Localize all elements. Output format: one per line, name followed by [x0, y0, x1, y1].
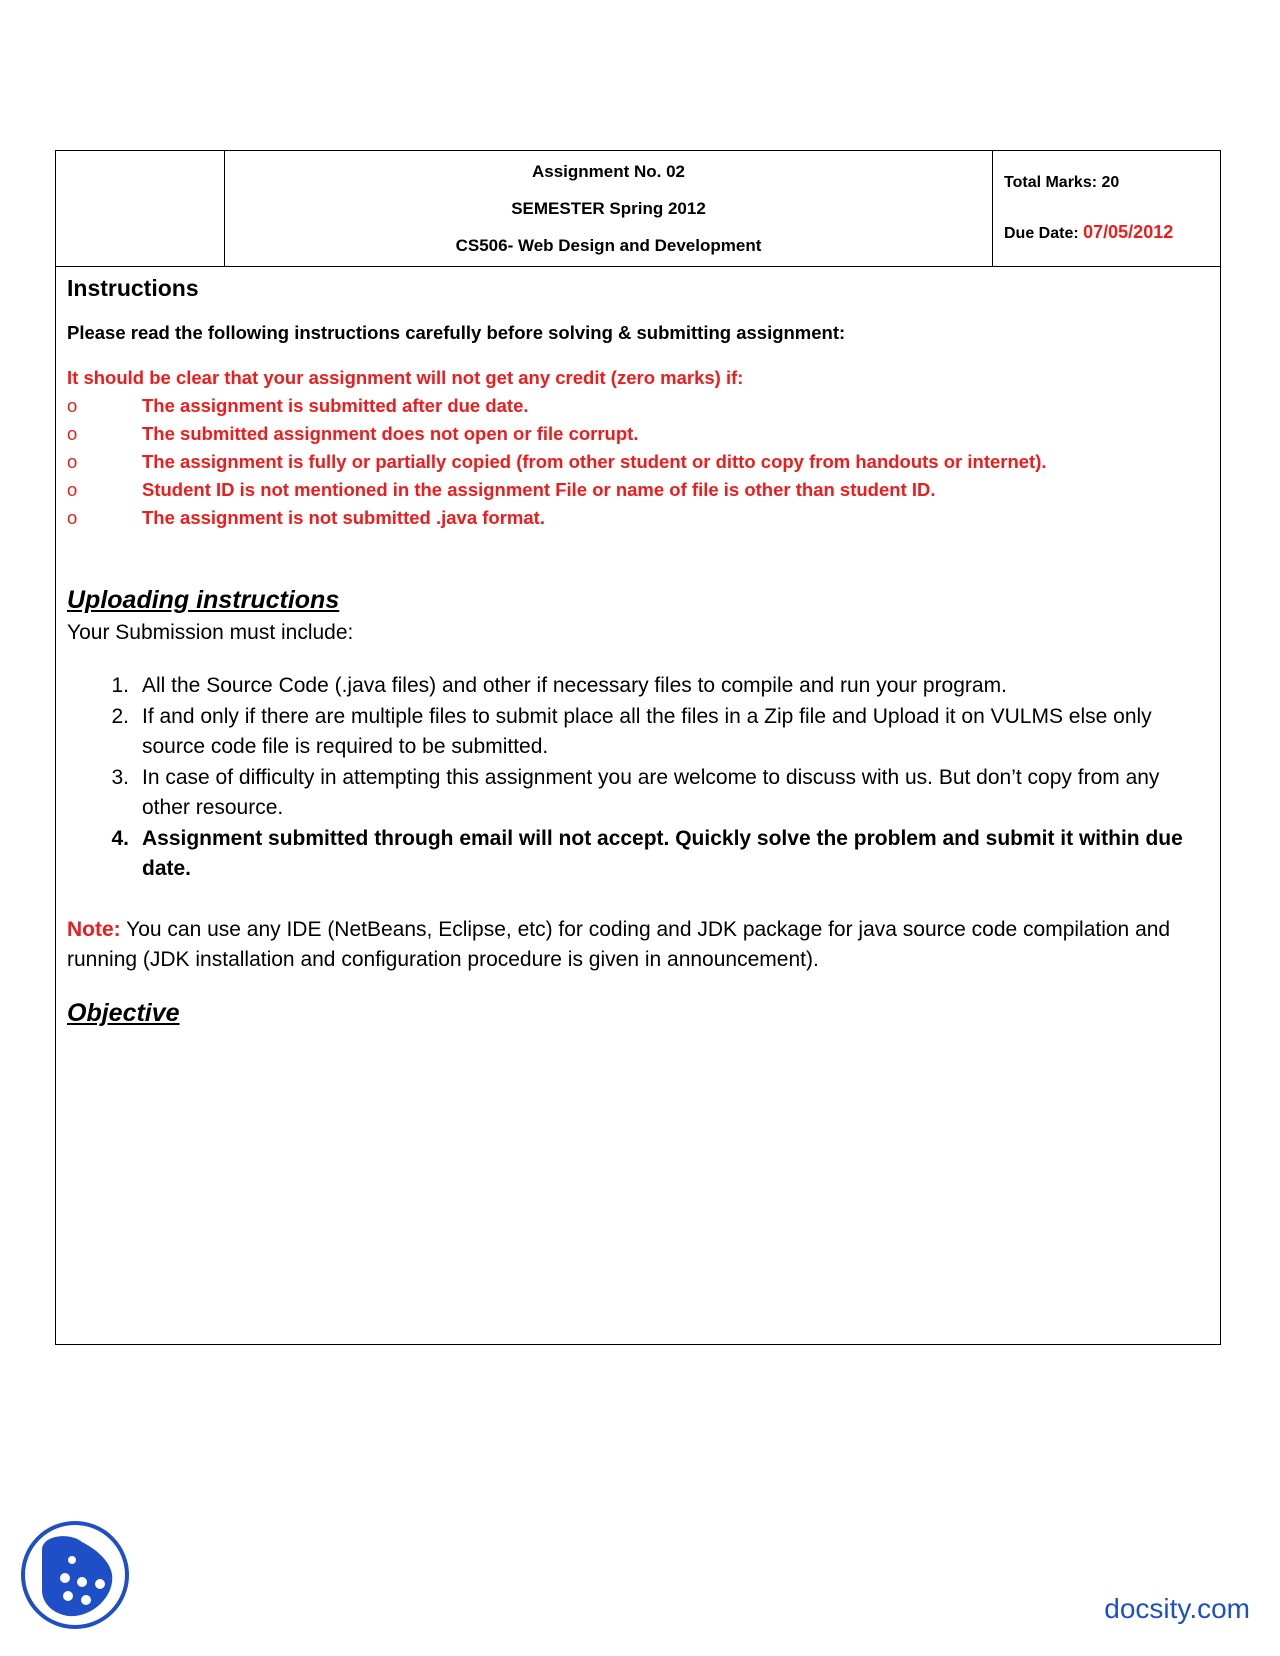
- bullet-icon: o: [67, 479, 78, 500]
- list-item: 4. Assignment submitted through email will not accept. Quickly solve the problem and submit it within due date.: [111, 826, 1183, 880]
- warning-list: [67, 392, 1209, 532]
- list-item: 3. In case of difficulty in attempting this assignment you are welcome to discuss with us. But don’t copy from any other resource.: [111, 765, 1160, 819]
- uploading-steps: [67, 671, 1209, 885]
- instructions-title: Instructions: [67, 275, 199, 301]
- list-item: o The assignment is submitted after due date.: [67, 392, 1209, 420]
- bullet-icon: o: [67, 451, 78, 472]
- list-item: 1. All the Source Code (.java files) and other if necessary files to compile and run your program.: [111, 674, 1007, 697]
- note-text: You can use any IDE (NetBeans, Eclipse, etc) for coding and JDK package for java source code compilation and running (JDK installation and configuration procedure is given in announcement).: [67, 917, 1171, 971]
- bullet-icon: o: [67, 507, 78, 528]
- list-item: 2. If and only if there are multiple files to submit place all the files in a Zip file and Upload it on VULMS else only source code file is required to be submitted.: [111, 704, 1152, 758]
- bullet-icon: o: [67, 395, 78, 416]
- document-body: [56, 267, 1220, 1028]
- course-title: CS506- Web Design and Development: [455, 235, 762, 255]
- note-paragraph: [67, 915, 1209, 975]
- header-marks-cell: [993, 151, 1220, 266]
- objective-title: Objective: [67, 998, 180, 1027]
- header-logo-cell: [56, 151, 225, 266]
- docsity-brand[interactable]: docsity.com: [1104, 1593, 1250, 1624]
- due-date-label: Due Date:: [1004, 225, 1079, 242]
- due-date-value: 07/05/2012: [1083, 222, 1174, 242]
- total-marks: Total Marks: 20: [1004, 174, 1120, 191]
- header-title-cell: [225, 151, 993, 266]
- list-item: o Student ID is not mentioned in the assignment File or name of file is other than student ID.: [67, 476, 1209, 504]
- bullet-icon: o: [67, 423, 78, 444]
- semester: SEMESTER Spring 2012: [511, 198, 706, 218]
- warning-block: [67, 364, 1209, 532]
- instructions-lead: Please read the following instructions carefully before solving & submitting assignment:: [67, 322, 846, 343]
- header-table: [56, 151, 1220, 267]
- assignment-number: Assignment No. 02: [531, 161, 686, 181]
- note-label: Note:: [67, 917, 121, 941]
- list-item: o The assignment is fully or partially copied (from other student or ditto copy from handouts or internet).: [67, 448, 1209, 476]
- docsity-logo-icon: [20, 1520, 130, 1630]
- due-date: [1004, 222, 1220, 243]
- warning-text: It should be clear that your assignment will not get any credit (zero marks) if:: [67, 367, 744, 388]
- assignment-document: [55, 150, 1221, 1345]
- list-item: o The assignment is not submitted .java format.: [67, 504, 1209, 532]
- uploading-title: Uploading instructions: [67, 586, 340, 614]
- list-item: o The submitted assignment does not open or file corrupt.: [67, 420, 1209, 448]
- uploading-intro: Your Submission must include:: [67, 621, 354, 644]
